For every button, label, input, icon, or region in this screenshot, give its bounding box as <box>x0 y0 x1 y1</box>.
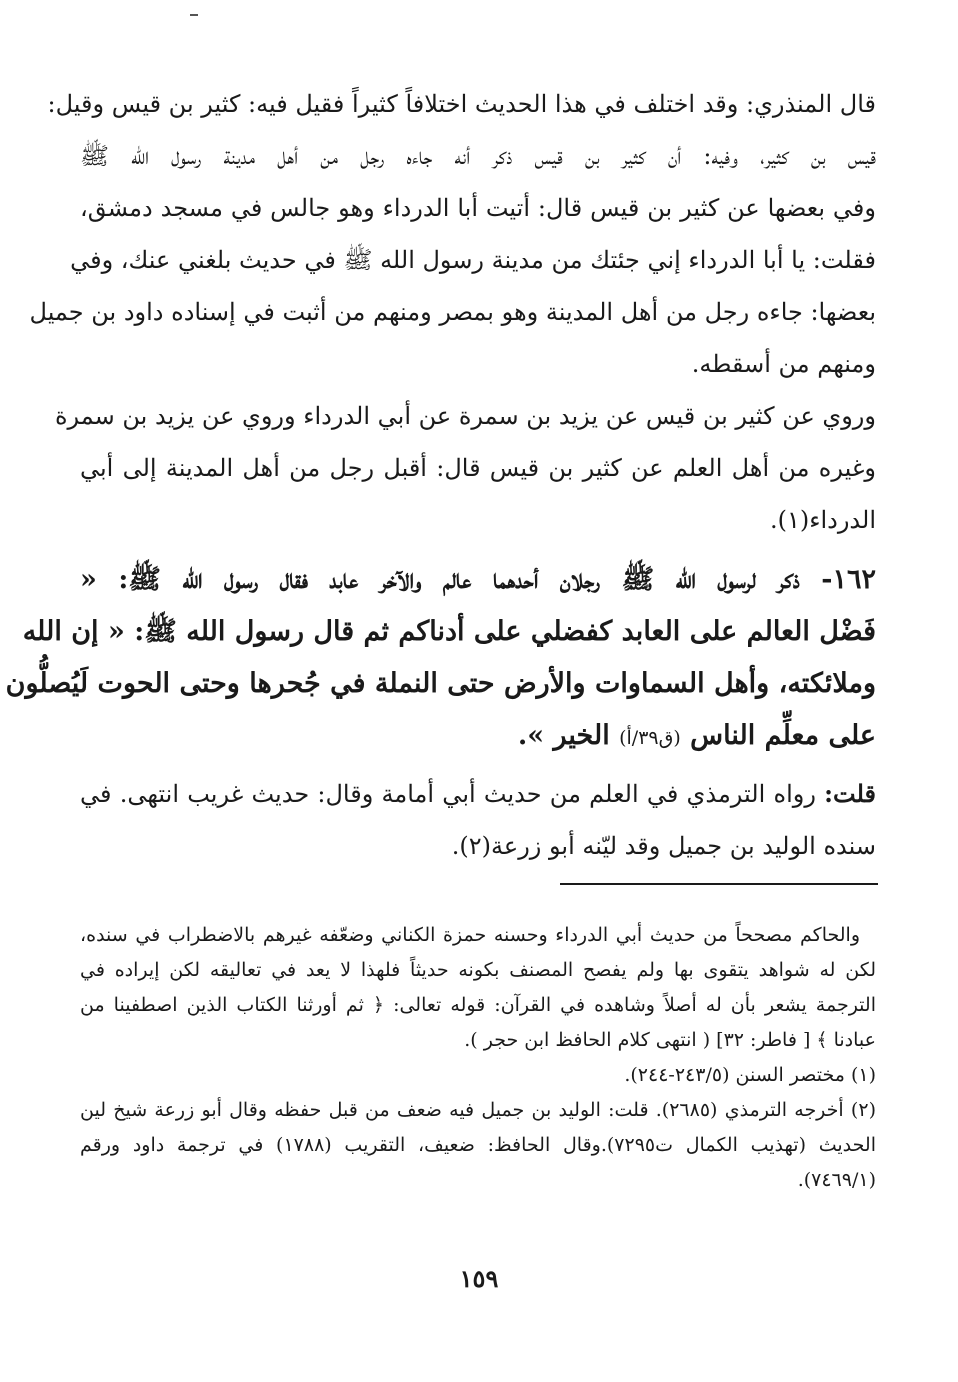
footnote-line: (٢) أخرجه الترمذي (٢٦٨٥). قلت: الوليد بن جميل فيه ضعف من قبل حفظه وقال أبو زرعة شيخ لين <box>80 1099 876 1121</box>
footnote-line: عبادنا ﴾ [ فاطر: ٣٢] ( انتهى كلام الحافظ ابن حجر ). <box>464 1029 876 1051</box>
manuscript-folio-ref: (ق٣٩/أ) <box>619 727 681 749</box>
hadith-line-start: على معلِّم الناس <box>680 720 876 751</box>
paragraph-comment <box>80 768 876 872</box>
text-line <box>80 768 876 820</box>
paragraph-riwaya <box>54 390 876 546</box>
text-line: وروي عن كثير بن قيس عن يزيد بن سمرة عن أبي الدرداء وروي عن يزيد بن سمرة <box>54 402 876 430</box>
text-line: وفي بعضها عن كثير بن قيس قال: أتيت أبا الدرداء وهو جالس في مسجد دمشق، <box>80 194 876 222</box>
text-line: الدرداء(١). <box>769 506 876 534</box>
footnote-separator <box>560 883 878 885</box>
hadith-line <box>80 710 876 764</box>
comment-text: رواه الترمذي في العلم من حديث أبي أمامة وقال: حديث غريب انتهى. في <box>80 780 825 808</box>
scan-mark <box>190 14 198 16</box>
hadith-line: وملائكته، وأهل السماوات والأرض حتى النملة في جُحرها وحتى الحوت لَيُصلُّون <box>5 668 876 699</box>
hadith-line: ١٦٢- ذكر لرسول الله ﷺ رجلان أحدهما عالم والآخر عابد فقال رسول الله ﷺ: « <box>80 564 877 595</box>
footnote-line: والحاكم مصححاً من حديث أبي الدرداء وحسنه حمزة الكناني وضعّفه غيرهم بالاضطراب في سنده، <box>80 924 860 946</box>
footnote-1 <box>80 1058 876 1093</box>
hadith-line-end: الخير ». <box>517 720 620 751</box>
footnote-2 <box>80 1093 876 1198</box>
text-line: فقلت: يا أبا الدرداء إني جئتك من مدينة رسول الله ﷺ في حديث بلغني عنك، وفي <box>70 246 876 274</box>
text-line: قال المنذري: وقد اختلف في هذا الحديث اختلافاً كثيراً فقيل فيه: كثير بن قيس وقيل: <box>47 90 876 118</box>
footnote-line: (٧٤٦٩/١). <box>797 1169 876 1191</box>
footnote-line: الحديث (تهذيب الكمال ت٧٢٩٥).وقال الحافظ: ضعيف، التقريب (١٧٨٨) في ترجمة داود ورقم <box>80 1134 876 1156</box>
comment-lead: قلت: <box>824 779 876 808</box>
text-line: قيس بن كثير، وفيه: أن كثير بن قيس ذكر أنه جاءه رجل من أهل مدينة رسول الله ﷺ <box>80 142 876 170</box>
text-line: سنده الوليد بن جميل وقد ليّنه أبو زرعة(٢). <box>451 832 876 860</box>
footnote-continuation <box>80 918 876 1058</box>
footnotes <box>80 918 876 1198</box>
footnote-line: الترجمة يشعر بأن له أصلاً وشاهده في القرآن: قوله تعالى: ﴿ ثم أورثنا الكتاب الذين اصطفينا من <box>80 994 876 1016</box>
footnote-line: (١) مختصر السنن (٢٤٣/٥-٢٤٤). <box>624 1064 876 1086</box>
main-text <box>5 78 877 872</box>
paragraph-mundhiri <box>29 78 876 390</box>
hadith-162 <box>5 554 877 764</box>
page-number: ١٥٩ <box>459 1264 499 1293</box>
footnote-line: لكن له شواهد يتقوى بها ولم يفصح المصنف بكونه حديثاً فلهذا لا يعد في تعاليقه لكن إيراده في <box>80 959 876 981</box>
text-line: بعضها: جاءه رجل من أهل المدينة وهو بمصر ومنهم من أثبت في إسناده داود بن جميل <box>29 298 876 326</box>
hadith-line: فَضْل العالم على العابد كفضلي على أدناكم ثم قال رسول الله ﷺ: « إن الله <box>22 616 876 647</box>
text-line: ومنهم من أسقطه. <box>691 350 876 378</box>
text-line: وغيره من أهل العلم عن كثير بن قيس قال: أقبل رجل من أهل المدينة إلى أبي <box>80 454 876 482</box>
